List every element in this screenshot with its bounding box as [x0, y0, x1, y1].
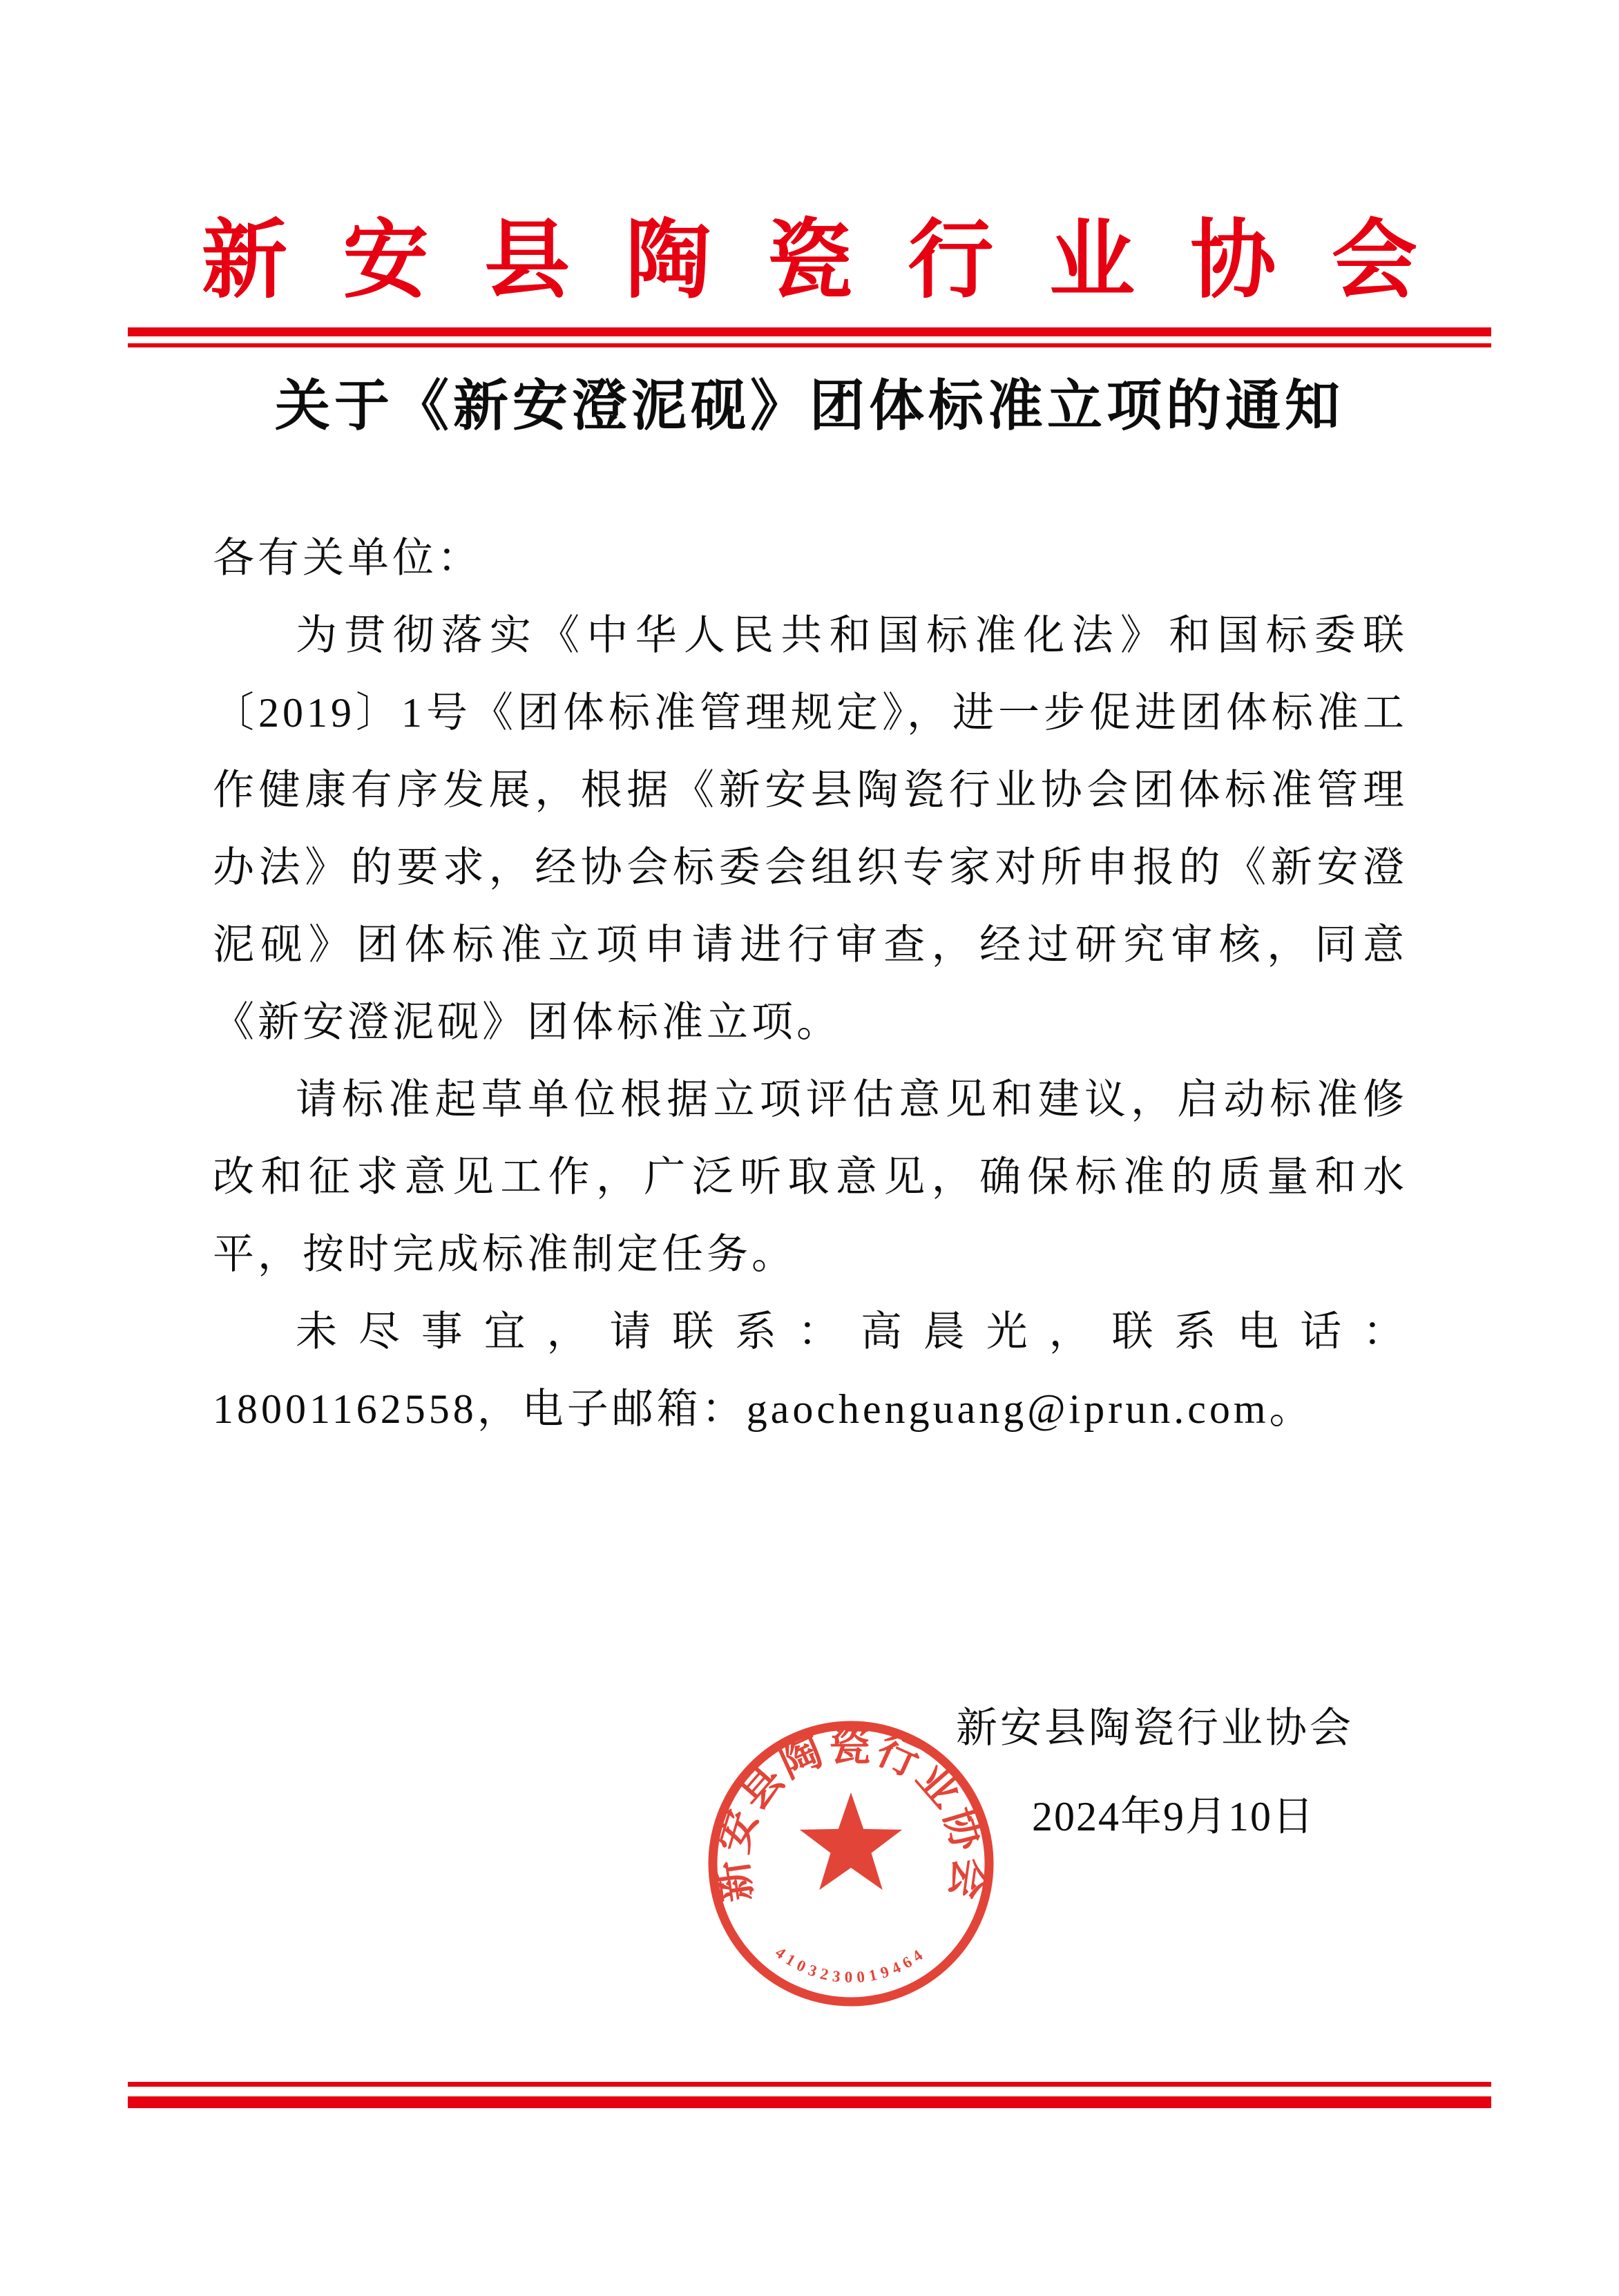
letterhead-char: 新: [202, 213, 288, 308]
seal-star-icon: [800, 1792, 902, 1890]
paragraph-contact: 未尽事宜，请联系：高晨光，联系电话：18001162558，电子邮箱：gaochenguang@iprun.com。: [213, 1309, 1408, 1432]
notice-body: [213, 519, 1408, 1448]
seal-code: 4103230019464: [772, 1943, 930, 1987]
seal-arc-text: 新安县陶瓷行业协会: [709, 1723, 993, 1905]
letterhead-org-name: [202, 213, 1417, 309]
paragraph-approval: 为贯彻落实《中华人民共和国标准化法》和国标委联〔2019〕1号《团体标准管理规定》，进一步促进团体标准工作健康有序发展，根据《新安县陶瓷行业协会团体标准管理办法》的要求，经协会标委会组织专家对所申报的《新安澄泥砚》团体标准立项申请进行审查，经过研究审核，同意《新安澄泥砚》团体标准立项。: [213, 613, 1408, 1045]
letterhead-char: 县: [483, 213, 570, 308]
letterhead-char: 业: [1048, 213, 1135, 308]
salutation: 各有关单位：: [213, 535, 482, 581]
signature-date: 2024年9月10日: [1032, 1794, 1315, 1839]
footer-rule-thin: [128, 2082, 1491, 2087]
svg-text:4103230019464: [772, 1944, 930, 1986]
signature-org: 新安县陶瓷行业协会: [956, 1705, 1354, 1751]
notice-title: 关于《新安澄泥砚》团体标准立项的通知: [275, 376, 1344, 437]
official-seal: [699, 1712, 1003, 2016]
header-rule-thick: [128, 327, 1491, 336]
header-rule-thin: [128, 343, 1491, 347]
letterhead-char: 瓷: [766, 213, 852, 308]
paragraph-instruction: 请标准起草单位根据立项评估意见和建议，启动标准修改和征求意见工作，广泛听取意见，确保标准的质量和水平，按时完成标准制定任务。: [213, 1077, 1408, 1277]
letterhead-char: 安: [343, 213, 429, 308]
letterhead-char: 陶: [625, 213, 711, 308]
letterhead-char: 协: [1190, 213, 1276, 308]
letterhead-char: 行: [908, 213, 994, 308]
letterhead-char: 会: [1331, 213, 1417, 308]
footer-rule-thick: [128, 2096, 1491, 2108]
